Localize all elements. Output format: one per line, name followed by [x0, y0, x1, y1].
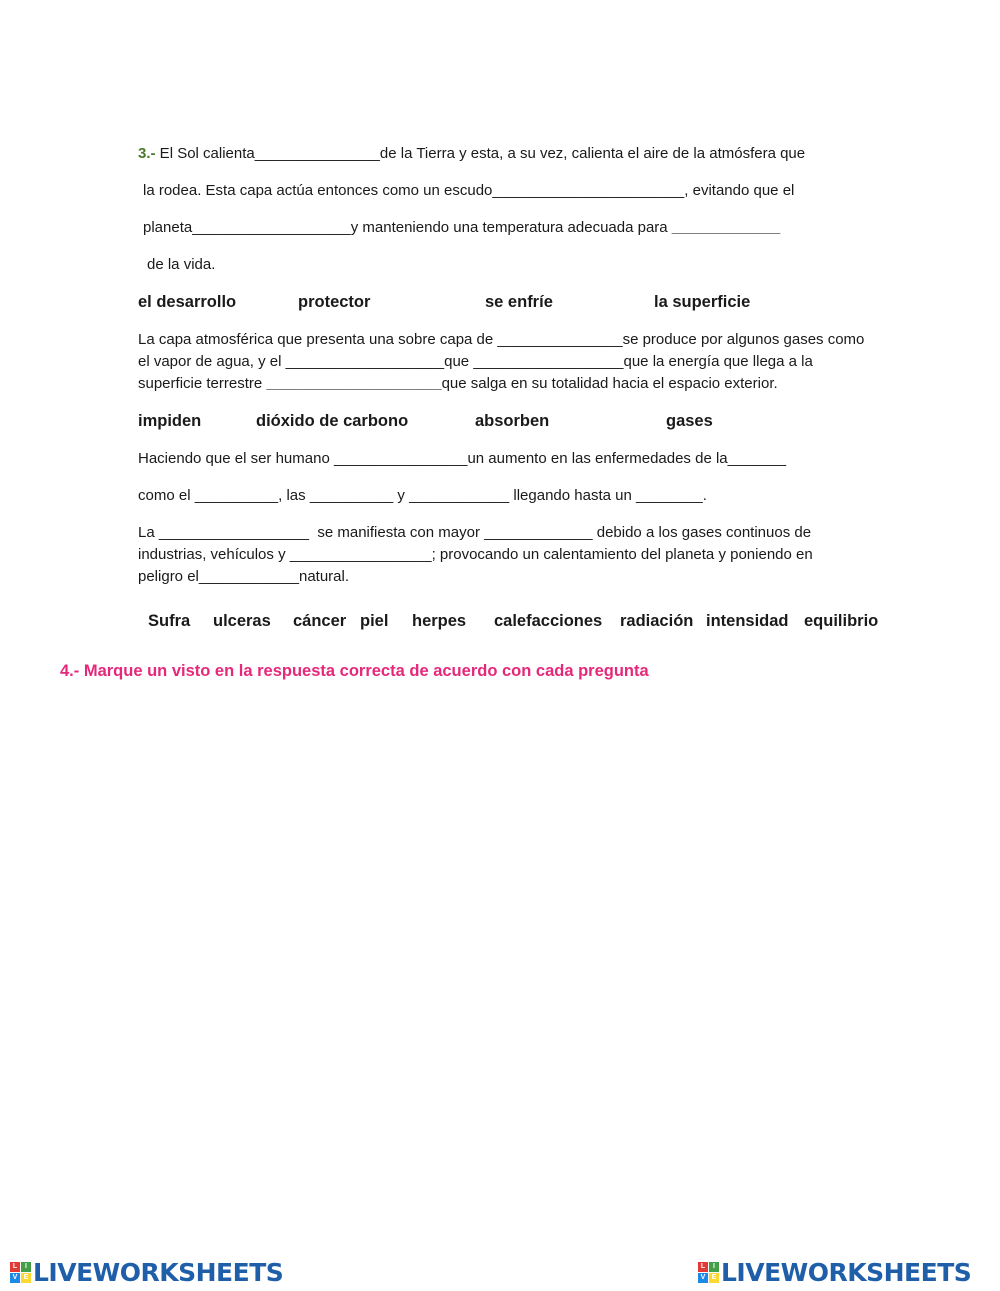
p3-line2: como el __________, las __________ y ____________ llegando hasta un ________. — [138, 487, 707, 504]
p2-line1: La capa atmosférica que presenta una sobre capa de _______________se produce por algunos gases como — [138, 331, 865, 348]
section4-title: 4.- Marque un visto en la respuesta correcta de acuerdo con cada pregunta — [60, 662, 649, 680]
blank-field[interactable]: __________ — [309, 487, 394, 504]
blank-field[interactable]: __________________ — [158, 524, 310, 541]
blank-field[interactable]: ____________ — [198, 568, 299, 585]
word-bank-item: ulceras — [213, 612, 271, 630]
blank-field[interactable]: _______________________ — [492, 182, 685, 199]
blank-field[interactable]: __________________ — [473, 353, 624, 370]
p3-line1: Haciendo que el ser humano ________________un aumento en las enfermedades de la_______ — [138, 450, 787, 467]
blank-field[interactable]: _______ — [727, 450, 787, 467]
word-bank-1 — [0, 291, 1000, 315]
blank-field[interactable]: ____________ — [409, 487, 510, 504]
word-bank-item: dióxido de carbono — [256, 412, 409, 430]
word-bank-item: la superficie — [654, 293, 751, 311]
word-bank-item: impiden — [138, 412, 202, 430]
p1-line1: 3.- El Sol calienta_______________de la Tierra y esta, a su vez, calienta el aire de la atmósfera que — [138, 145, 806, 162]
p4-line1: La __________________ se manifiesta con mayor _____________ debido a los gases continuos de — [138, 524, 812, 541]
blank-field[interactable]: ________ — [636, 487, 703, 504]
liveworksheets-logo-text: LIVEWORKSHEETS — [33, 1258, 284, 1287]
blank-field[interactable]: _______________ — [254, 145, 380, 162]
word-bank-3 — [0, 610, 1000, 634]
liveworksheets-logo-icon: L I V E — [698, 1262, 719, 1283]
word-bank-item: absorben — [475, 412, 550, 430]
blank-field[interactable]: _____________ — [484, 524, 593, 541]
word-bank-item: se enfríe — [485, 293, 553, 311]
liveworksheets-logo-text: LIVEWORKSHEETS — [721, 1258, 972, 1287]
p2-line2: el vapor de agua, y el ___________________que __________________que la energía que llega a la — [138, 353, 813, 370]
p1-line4: de la vida. — [147, 256, 216, 273]
p2-line3: superficie terrestre _____________________que salga en su totalidad hacia el espacio exterior. — [138, 375, 778, 392]
blank-field[interactable]: ___________________ — [285, 353, 445, 370]
blank-field[interactable]: _____________ — [671, 219, 781, 236]
word-bank-item: Sufra — [148, 612, 191, 630]
word-bank-item: el desarrollo — [138, 293, 237, 311]
word-bank-item: herpes — [412, 612, 467, 630]
blank-field[interactable]: _________________ — [289, 546, 432, 563]
liveworksheets-logo-icon: L I V E — [10, 1262, 31, 1283]
blank-field[interactable]: ________________ — [333, 450, 468, 467]
blank-field[interactable]: ___________________ — [192, 219, 351, 236]
p1-line3: planeta___________________y manteniendo una temperatura adecuada para _____________ — [143, 219, 781, 236]
word-bank-item: piel — [360, 612, 389, 630]
word-bank-item: gases — [666, 412, 713, 430]
word-bank-2 — [0, 410, 1000, 434]
blank-field[interactable]: _______________ — [497, 331, 623, 348]
word-bank-item: protector — [298, 293, 371, 311]
word-bank-item: radiación — [620, 612, 694, 630]
section3-number: 3.- — [138, 145, 156, 162]
liveworksheets-logo-right[interactable] — [698, 1258, 971, 1287]
p4-line2: industrias, vehículos y _________________; provocando un calentamiento del planeta y poniendo en — [138, 546, 813, 563]
word-bank-item: cáncer — [293, 612, 347, 630]
word-bank-item: equilibrio — [804, 612, 879, 630]
p4-line3: peligro el____________natural. — [138, 568, 350, 585]
word-bank-item: calefacciones — [494, 612, 603, 630]
word-bank-item: intensidad — [706, 612, 789, 630]
p1-line2: la rodea. Esta capa actúa entonces como un escudo_______________________, evitando que el — [143, 182, 795, 199]
liveworksheets-logo-left[interactable] — [10, 1258, 283, 1287]
blank-field[interactable]: __________ — [194, 487, 279, 504]
blank-field[interactable]: _____________________ — [266, 375, 442, 392]
